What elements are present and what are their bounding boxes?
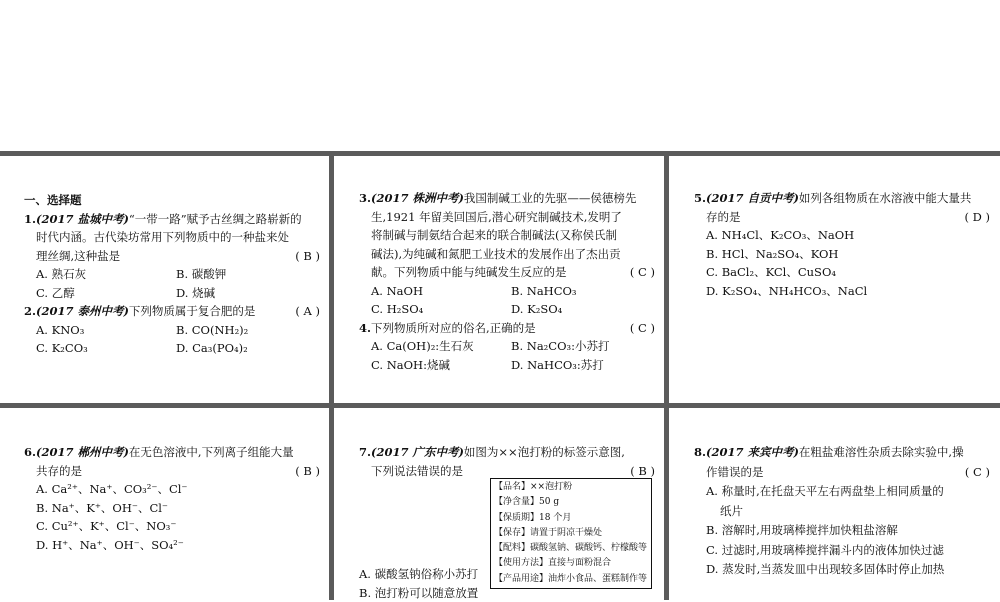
q8-source: (2017 来宾中考)	[706, 445, 799, 459]
q4-option-c: C. NaOH:烧碱	[371, 356, 511, 375]
question-1	[24, 210, 320, 303]
q8-option-a: A. 称量时,在托盘天平左右两盘垫上相同质量的	[694, 482, 990, 502]
label-line-net-weight: 【净含量】50 g	[494, 495, 651, 510]
q2-options-row-2	[24, 339, 320, 358]
q8-option-c: C. 过滤时,用玻璃棒搅拌漏斗内的液体加快过滤	[694, 541, 990, 561]
question-5	[694, 189, 990, 300]
q7-options	[359, 565, 499, 602]
q3-option-d: D. K₂SO₄	[511, 300, 562, 319]
q7-stem-line-1: 如图为××泡打粉的标签示意图,	[464, 445, 625, 459]
panel-q7	[359, 443, 655, 480]
label-line-name: 【品名】××泡打粉	[494, 480, 651, 495]
q3-option-a: A. NaOH	[371, 282, 511, 301]
q3-stem-line-2: 生,1921 年留美回国后,潜心研究制碱技术,发明了	[359, 208, 655, 227]
q6-option-a: A. Ca²⁺、Na⁺、CO₃²⁻、Cl⁻	[24, 480, 320, 499]
column-divider-right-top	[664, 151, 669, 408]
q1-option-b: B. 碳酸钾	[176, 265, 226, 284]
q4-option-d: D. NaHCO₃:苏打	[511, 356, 604, 375]
q5-option-b: B. HCl、Na₂SO₄、KOH	[694, 245, 990, 264]
q3-option-b: B. NaHCO₃	[511, 282, 577, 301]
q1-answer: ( B )	[295, 247, 320, 266]
q1-stem-line-2: 时代内涵。古代染坊常用下列物质中的一种盐来处	[24, 228, 320, 247]
q1-options-row-2	[24, 284, 320, 303]
q2-options-row-1	[24, 321, 320, 340]
q4-stem: 下列物质所对应的俗名,正确的是	[371, 321, 536, 335]
q4-option-a: A. Ca(OH)₂:生石灰	[371, 337, 511, 356]
middle-divider	[0, 403, 1000, 408]
q6-option-c: C. Cu²⁺、K⁺、Cl⁻、NO₃⁻	[24, 517, 320, 536]
question-3	[359, 189, 655, 319]
panel-q1-q2	[24, 191, 320, 358]
q5-option-c: C. BaCl₂、KCl、CuSO₄	[694, 263, 990, 282]
q4-number: 4.	[359, 321, 371, 335]
q4-options-row-1	[359, 337, 655, 356]
q7-stem-line-2: 下列说法错误的是 ( B )	[359, 462, 655, 481]
q6-source: (2017 郴州中考)	[36, 445, 129, 459]
label-line-storage: 【保存】请置于阴凉干燥处	[494, 526, 651, 541]
q1-options-row-1	[24, 265, 320, 284]
q8-stem-line-1: 在粗盐难溶性杂质去除实验中,操	[799, 445, 964, 459]
column-divider-left-bottom	[329, 403, 334, 600]
q2-source: (2017 泰州中考)	[36, 304, 129, 318]
q5-option-d: D. K₂SO₄、NH₄HCO₃、NaCl	[694, 282, 990, 301]
top-divider	[0, 151, 1000, 156]
q1-source: (2017 盐城中考)	[36, 212, 129, 226]
q7-answer: ( B )	[630, 462, 655, 481]
q2-answer: ( A )	[295, 302, 320, 321]
q2-option-a: A. KNO₃	[36, 321, 176, 340]
q2-option-b: B. CO(NH₂)₂	[176, 321, 248, 340]
q7-number: 7.	[359, 445, 371, 459]
panel-q8	[694, 443, 990, 580]
q8-number: 8.	[694, 445, 706, 459]
q2-number: 2.	[24, 304, 36, 318]
q2-stem: 下列物质属于复合肥的是	[129, 304, 256, 318]
q3-stem-line-4: 碱法),为纯碱和氮肥工业技术的发展作出了杰出贡	[359, 245, 655, 264]
q5-source: (2017 自贡中考)	[706, 191, 799, 205]
q8-stem-line-2: 作错误的是 ( C )	[694, 463, 990, 483]
q2-option-c: C. K₂CO₃	[36, 339, 176, 358]
question-2	[24, 302, 320, 358]
q8-option-d: D. 蒸发时,当蒸发皿中出现较多固体时停止加热	[694, 560, 990, 580]
question-6	[24, 443, 320, 554]
section-title: 一、选择题	[24, 191, 320, 210]
q3-stem-line-3: 将制碱与制氨结合起来的联合制碱法(又称侯氏制	[359, 226, 655, 245]
q5-number: 5.	[694, 191, 706, 205]
q2-option-d: D. Ca₃(PO₄)₂	[176, 339, 248, 358]
q5-answer: ( D )	[964, 208, 990, 227]
q6-number: 6.	[24, 445, 36, 459]
label-line-shelf-life: 【保质期】18 个月	[494, 511, 651, 526]
q8-option-b: B. 溶解时,用玻璃棒搅拌加快粗盐溶解	[694, 521, 990, 541]
q7-option-a: A. 碳酸氢钠俗称小苏打	[359, 565, 499, 584]
label-line-ingredients: 【配料】碳酸氢钠、碳酸钙、柠檬酸等	[494, 541, 651, 556]
q6-answer: ( B )	[295, 462, 320, 481]
q3-number: 3.	[359, 191, 371, 205]
q3-answer: ( C )	[630, 263, 655, 282]
question-7	[359, 443, 655, 480]
q5-stem-line-1: 如列各组物质在水溶液中能大量共	[799, 191, 972, 205]
q6-option-d: D. H⁺、Na⁺、OH⁻、SO₄²⁻	[24, 536, 320, 555]
panel-q5	[694, 189, 990, 300]
panel-q3-q4	[359, 189, 655, 374]
q4-option-b: B. Na₂CO₃:小苏打	[511, 337, 610, 356]
baking-powder-label	[490, 478, 652, 589]
q7-option-b: B. 泡打粉可以随意放置	[359, 584, 499, 602]
q1-option-c: C. 乙醇	[36, 284, 176, 303]
q3-option-c: C. H₂SO₄	[371, 300, 511, 319]
q1-stem-line-3: 理丝绸,这种盐是 ( B )	[24, 247, 320, 266]
q3-options-row-2	[359, 300, 655, 319]
q1-option-a: A. 熟石灰	[36, 265, 176, 284]
q4-answer: ( C )	[630, 319, 655, 338]
q6-option-b: B. Na⁺、K⁺、OH⁻、Cl⁻	[24, 499, 320, 518]
label-line-usage: 【使用方法】直接与面粉混合	[494, 556, 651, 571]
q5-option-a: A. NH₄Cl、K₂CO₃、NaOH	[694, 226, 990, 245]
q1-stem-line-1: “一带一路”赋予古丝绸之路崭新的	[129, 212, 302, 226]
q1-option-d: D. 烧碱	[176, 284, 215, 303]
q6-stem-line-2: 共存的是 ( B )	[24, 462, 320, 481]
q6-stem-line-1: 在无色溶液中,下列离子组能大量	[129, 445, 294, 459]
question-4	[359, 319, 655, 375]
q3-source: (2017 株洲中考)	[371, 191, 464, 205]
q3-stem-line-1: 我国制碱工业的先驱——侯德榜先	[464, 191, 637, 205]
panel-q6	[24, 443, 320, 554]
q1-number: 1.	[24, 212, 36, 226]
q3-stem-line-5: 献。下列物质中能与纯碱发生反应的是 ( C )	[359, 263, 655, 282]
question-8	[694, 443, 990, 580]
q4-options-row-2	[359, 356, 655, 375]
column-divider-left-top	[329, 151, 334, 408]
label-line-purpose: 【产品用途】油炸小食品、蛋糕制作等	[494, 572, 651, 587]
q7-source: (2017 广东中考)	[371, 445, 464, 459]
q5-stem-line-2: 存的是 ( D )	[694, 208, 990, 227]
column-divider-right-bottom	[664, 403, 669, 600]
q8-answer: ( C )	[965, 463, 990, 483]
q3-options-row-1	[359, 282, 655, 301]
q8-option-a-continued: 纸片	[694, 502, 990, 522]
